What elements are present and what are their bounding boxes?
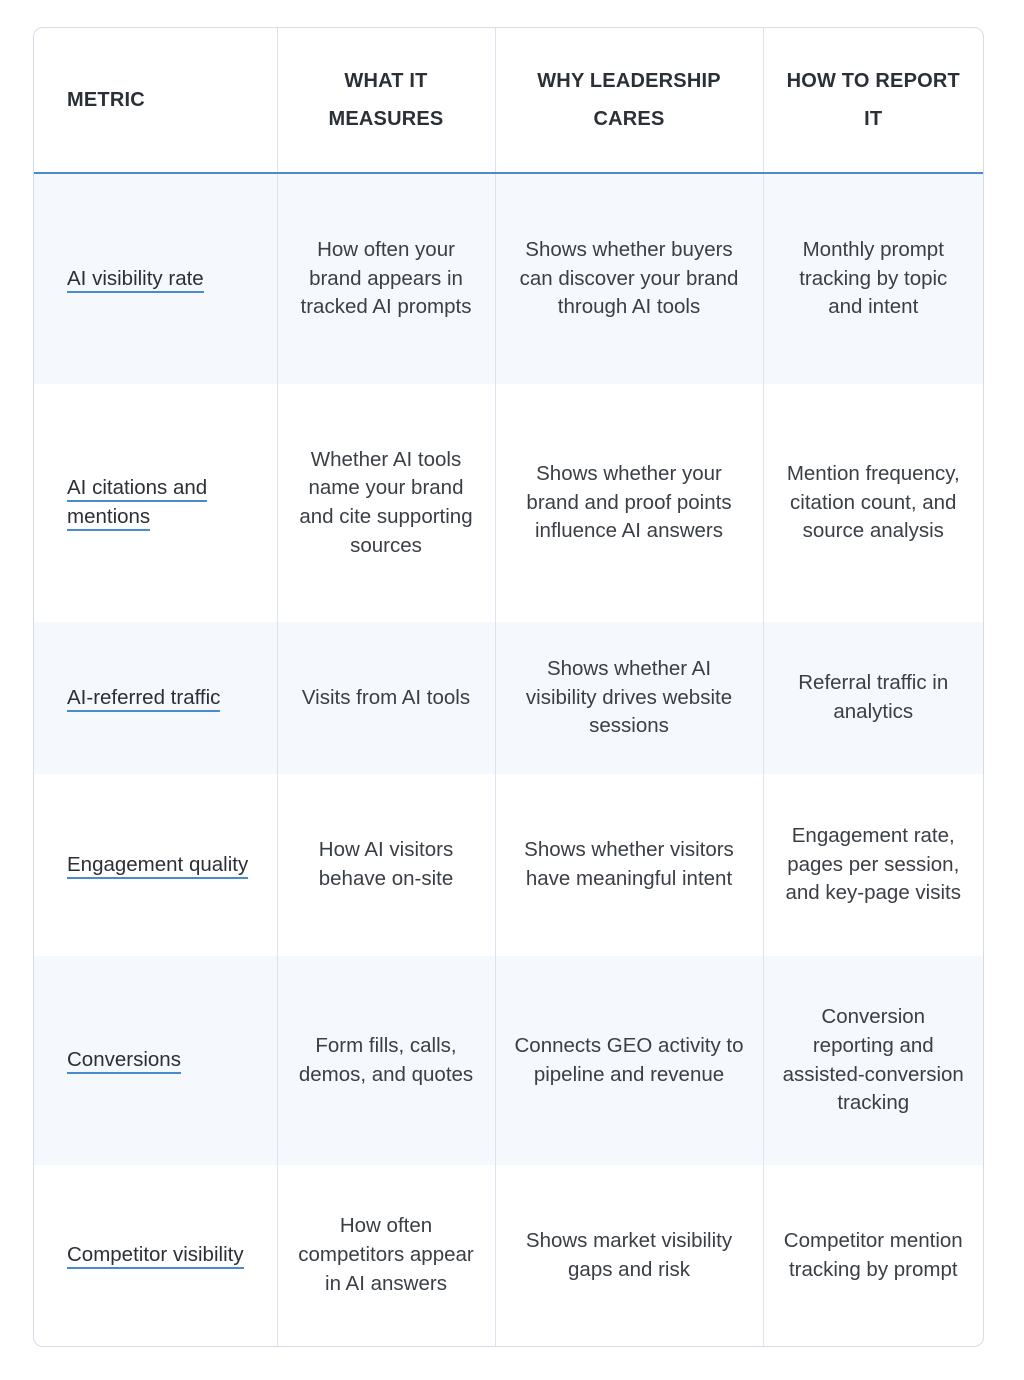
metric-cell [34,774,277,956]
why-cell: Shows whether your brand and proof points influence AI answers [495,384,763,622]
table-row [34,1165,983,1346]
table-row [34,173,983,384]
metric-cell [34,956,277,1165]
header-metric: METRIC [34,28,277,173]
metric-cell [34,1165,277,1346]
metric-link-engagement-quality[interactable]: Engagement quality [67,853,248,879]
header-why-leadership-cares: WHY LEADERSHIP CARES [495,28,763,173]
metric-cell [34,173,277,384]
table-row [34,956,983,1165]
measures-cell: How AI visitors behave on-site [277,774,495,956]
metric-cell [34,622,277,774]
measures-cell: How often your brand appears in tracked AI prompts [277,173,495,384]
report-cell: Monthly prompt tracking by topic and intent [763,173,983,384]
header-how-to-report-it: HOW TO REPORT IT [763,28,983,173]
metric-link-ai-referred-traffic[interactable]: AI-referred traffic [67,686,220,712]
measures-cell: Whether AI tools name your brand and cite supporting sources [277,384,495,622]
table-row [34,774,983,956]
report-cell: Conversion reporting and assisted-conversion tracking [763,956,983,1165]
report-cell: Competitor mention tracking by prompt [763,1165,983,1346]
measures-cell: How often competitors appear in AI answers [277,1165,495,1346]
metric-link-conversions[interactable]: Conversions [67,1048,181,1074]
why-cell: Shows whether visitors have meaningful intent [495,774,763,956]
metric-link-ai-visibility-rate[interactable]: AI visibility rate [67,267,204,293]
report-cell: Engagement rate, pages per session, and key-page visits [763,774,983,956]
table-body [34,173,983,1346]
table-row [34,622,983,774]
measures-cell: Visits from AI tools [277,622,495,774]
report-cell: Mention frequency, citation count, and source analysis [763,384,983,622]
metric-link-ai-citations-and-mentions[interactable]: AI citations and mentions [67,476,207,531]
why-cell: Shows whether AI visibility drives website sessions [495,622,763,774]
metrics-table [33,27,984,1347]
why-cell: Shows market visibility gaps and risk [495,1165,763,1346]
header-row [34,28,983,173]
why-cell: Connects GEO activity to pipeline and revenue [495,956,763,1165]
why-cell: Shows whether buyers can discover your brand through AI tools [495,173,763,384]
table-row [34,384,983,622]
metrics-table-grid [34,28,983,1346]
measures-cell: Form fills, calls, demos, and quotes [277,956,495,1165]
table-header [34,28,983,173]
metric-link-competitor-visibility[interactable]: Competitor visibility [67,1243,244,1269]
metric-cell [34,384,277,622]
report-cell: Referral traffic in analytics [763,622,983,774]
header-what-it-measures: WHAT IT MEASURES [277,28,495,173]
